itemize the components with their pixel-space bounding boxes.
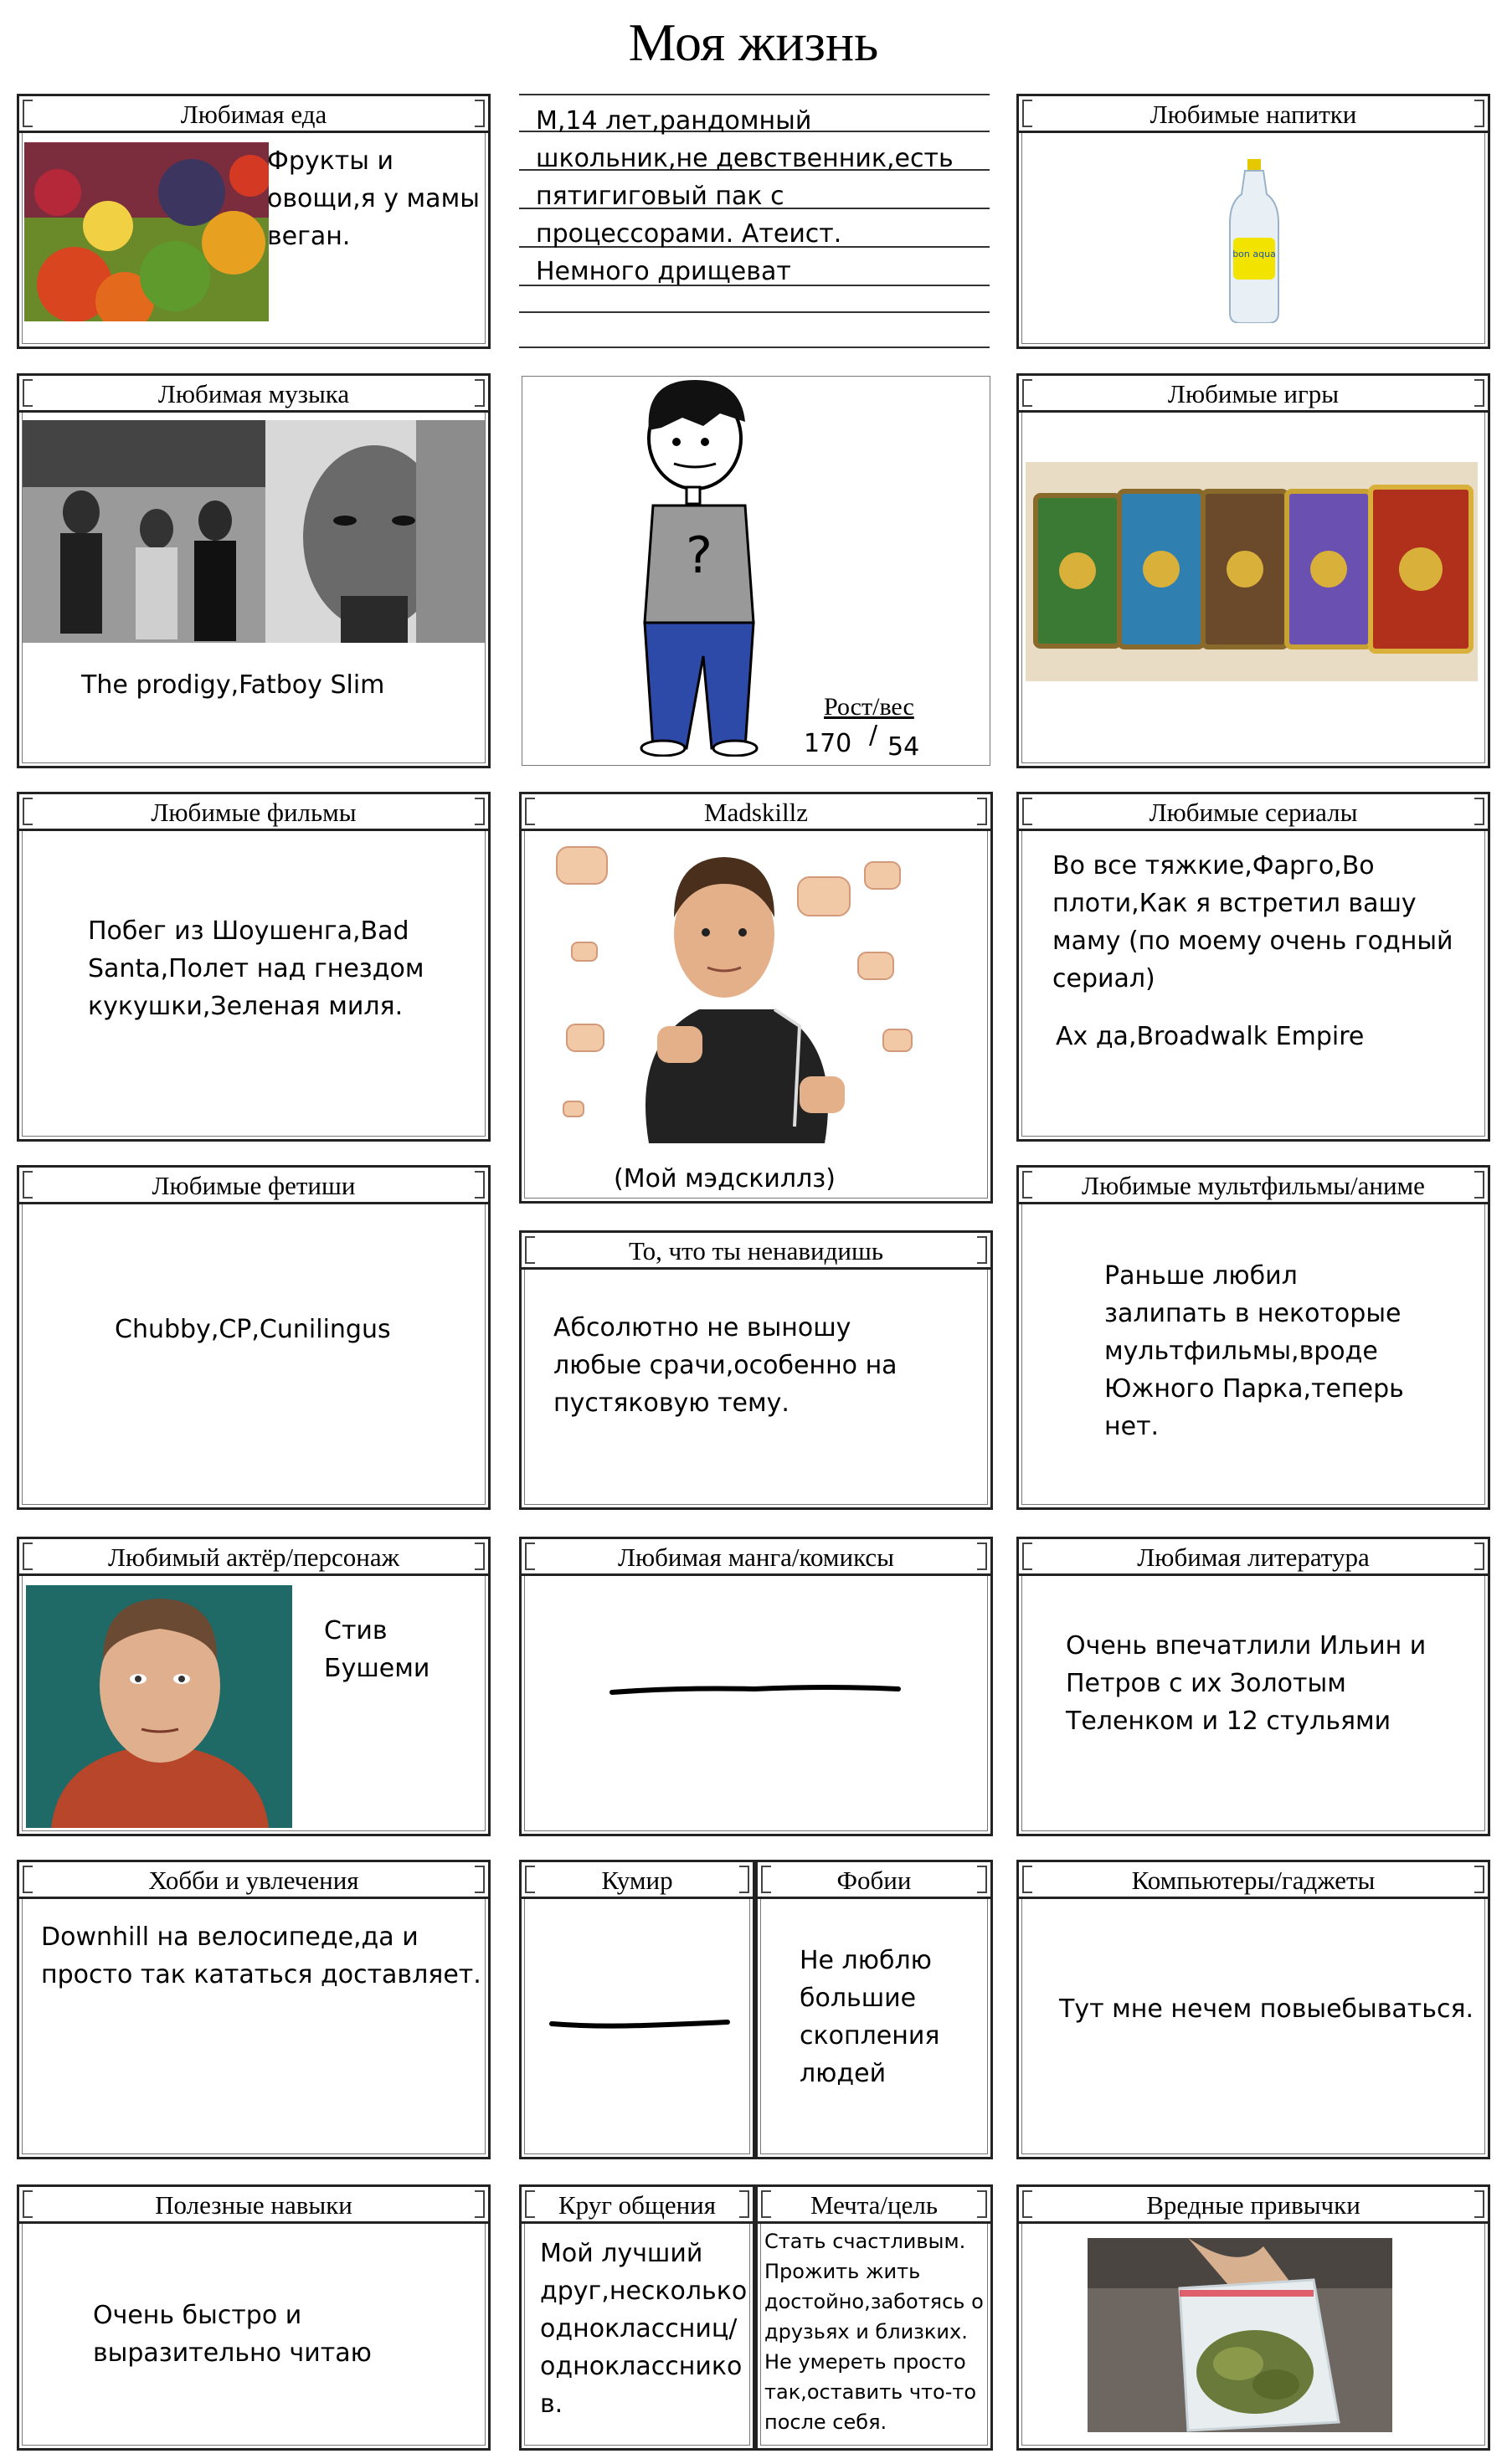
panel-header: Круг общения (522, 2187, 753, 2224)
fetish-text: Chubby,CP,Cunilingus (115, 1315, 391, 1344)
panel-dream (755, 2184, 993, 2451)
cartoons-text: Раньше любил залипать в некоторые мультфильмы,вроде Южного Парка,теперь нет. (1104, 1261, 1404, 1441)
panel-header: Любимая музыка (19, 376, 488, 413)
person-photo (548, 842, 950, 1143)
vegetables-photo (24, 142, 269, 321)
panel-header: Полезные навыки (19, 2187, 488, 2224)
panel-phobia (755, 1860, 993, 2159)
stick-figure (628, 380, 770, 757)
panel-skills (17, 2184, 491, 2451)
panel-actor (17, 1537, 491, 1836)
panel-habits (1016, 2184, 1490, 2451)
hate-text: Абсолютно не выношу любые срачи,особенно на пустяковую тему. (553, 1313, 898, 1418)
panel-character (519, 373, 993, 768)
circle-text: Мой лучший друг,несколько одноклассниц/ однокласснико в. (540, 2239, 748, 2419)
weight-value: 54 (887, 732, 920, 762)
panel-header: Любимые игры (1019, 376, 1488, 413)
phobia-text: Не люблю большие скопления людей (800, 1946, 940, 2088)
panel-header: Любимая еда (19, 96, 488, 133)
panel-gadgets (1016, 1860, 1490, 2159)
panel-idol (519, 1860, 755, 2159)
panel-header: Хобби и увлечения (19, 1862, 488, 1899)
series-text: Во все тяжкие,Фарго,Во плоти,Как я встретил вашу маму (по моему очень годный сериал) (1052, 851, 1453, 993)
panel-series (1016, 792, 1490, 1142)
panel-circle (519, 2184, 755, 2451)
literature-text: Очень впечатлили Ильин и Петров с их Золотым Теленком и 12 стульями (1066, 1631, 1427, 1736)
panel-food (17, 94, 491, 349)
water-bottle-icon (1225, 159, 1283, 323)
panel-music (17, 373, 491, 768)
band-photo (23, 420, 485, 643)
panel-header: Любимые напитки (1019, 96, 1488, 133)
skills-text: Очень быстро и выразительно читаю (93, 2301, 372, 2368)
bottle-label: bon aqua (1232, 249, 1276, 259)
panel-games (1016, 373, 1490, 768)
actor-text: Стив Бушеми (324, 1616, 430, 1683)
shirt-symbol: ? (686, 526, 712, 585)
panel-hobby (17, 1860, 491, 2159)
dash-mark (609, 1682, 902, 1699)
panel-header: Любимая манга/комиксы (522, 1539, 990, 1576)
height-weight-label: Рост/вес (824, 693, 914, 721)
dream-text: Стать счастливым. Прожить жить достойно,заботясь о друзьях и близких. Не умереть просто так,оставить что-то после себя. (764, 2230, 984, 2434)
panel-header: Любимые сериалы (1019, 794, 1488, 831)
page-title: Моя жизнь (628, 13, 879, 72)
gadgets-text: Тут мне нечем повыебываться. (1059, 1994, 1474, 2024)
panel-header: Любимая литература (1019, 1539, 1488, 1576)
panel-header: То, что ты ненавидишь (522, 1233, 990, 1270)
panel-madskillz (519, 792, 993, 1204)
panel-header: Мечта/цель (758, 2187, 990, 2224)
panel-literature (1016, 1537, 1490, 1836)
panel-header: Любимые фильмы (19, 794, 488, 831)
panel-about (519, 94, 990, 349)
panel-header: Фобии (758, 1862, 990, 1899)
panel-hate (519, 1230, 993, 1510)
panel-header: Любимые мультфильмы/аниме (1019, 1168, 1488, 1204)
card-backs-icon (1026, 462, 1478, 681)
panel-films (17, 792, 491, 1142)
panel-drinks (1016, 94, 1490, 349)
panel-header: Вредные привычки (1019, 2187, 1488, 2224)
madskillz-caption: (Мой мэдскиллз) (614, 1164, 836, 1194)
series-text-2: Ах да,Broadwalk Empire (1056, 1022, 1365, 1051)
films-text: Побег из Шоушенга,Bad Santa,Полет над гнездом кукушки,Зеленая миля. (88, 916, 424, 1021)
dash-mark (548, 2015, 733, 2032)
panel-header: Любимый актёр/персонаж (19, 1539, 488, 1576)
music-text: The prodigy,Fatboy Slim (81, 670, 385, 700)
panel-manga (519, 1537, 993, 1836)
panel-header: Madskillz (522, 794, 990, 831)
actor-photo (26, 1585, 292, 1828)
panel-header: Кумир (522, 1862, 753, 1899)
panel-cartoons (1016, 1165, 1490, 1510)
height-weight-slash: / (869, 721, 878, 750)
panel-header: Компьютеры/гаджеты (1019, 1862, 1488, 1899)
drug-bag-photo (1088, 2238, 1392, 2432)
panel-header: Любимые фетиши (19, 1168, 488, 1204)
panel-fetish (17, 1165, 491, 1510)
hobby-text: Downhill на велосипеде,да и просто так кататься доставляет. (41, 1922, 481, 1989)
height-value: 170 (804, 729, 852, 758)
about-text: М,14 лет,рандомный школьник,не девственник,есть пятигиговый пак с процессорами. Атеист. Немного дрищеват (536, 106, 954, 286)
food-text: Фрукты и овощи,я у мамы веган. (267, 146, 480, 251)
